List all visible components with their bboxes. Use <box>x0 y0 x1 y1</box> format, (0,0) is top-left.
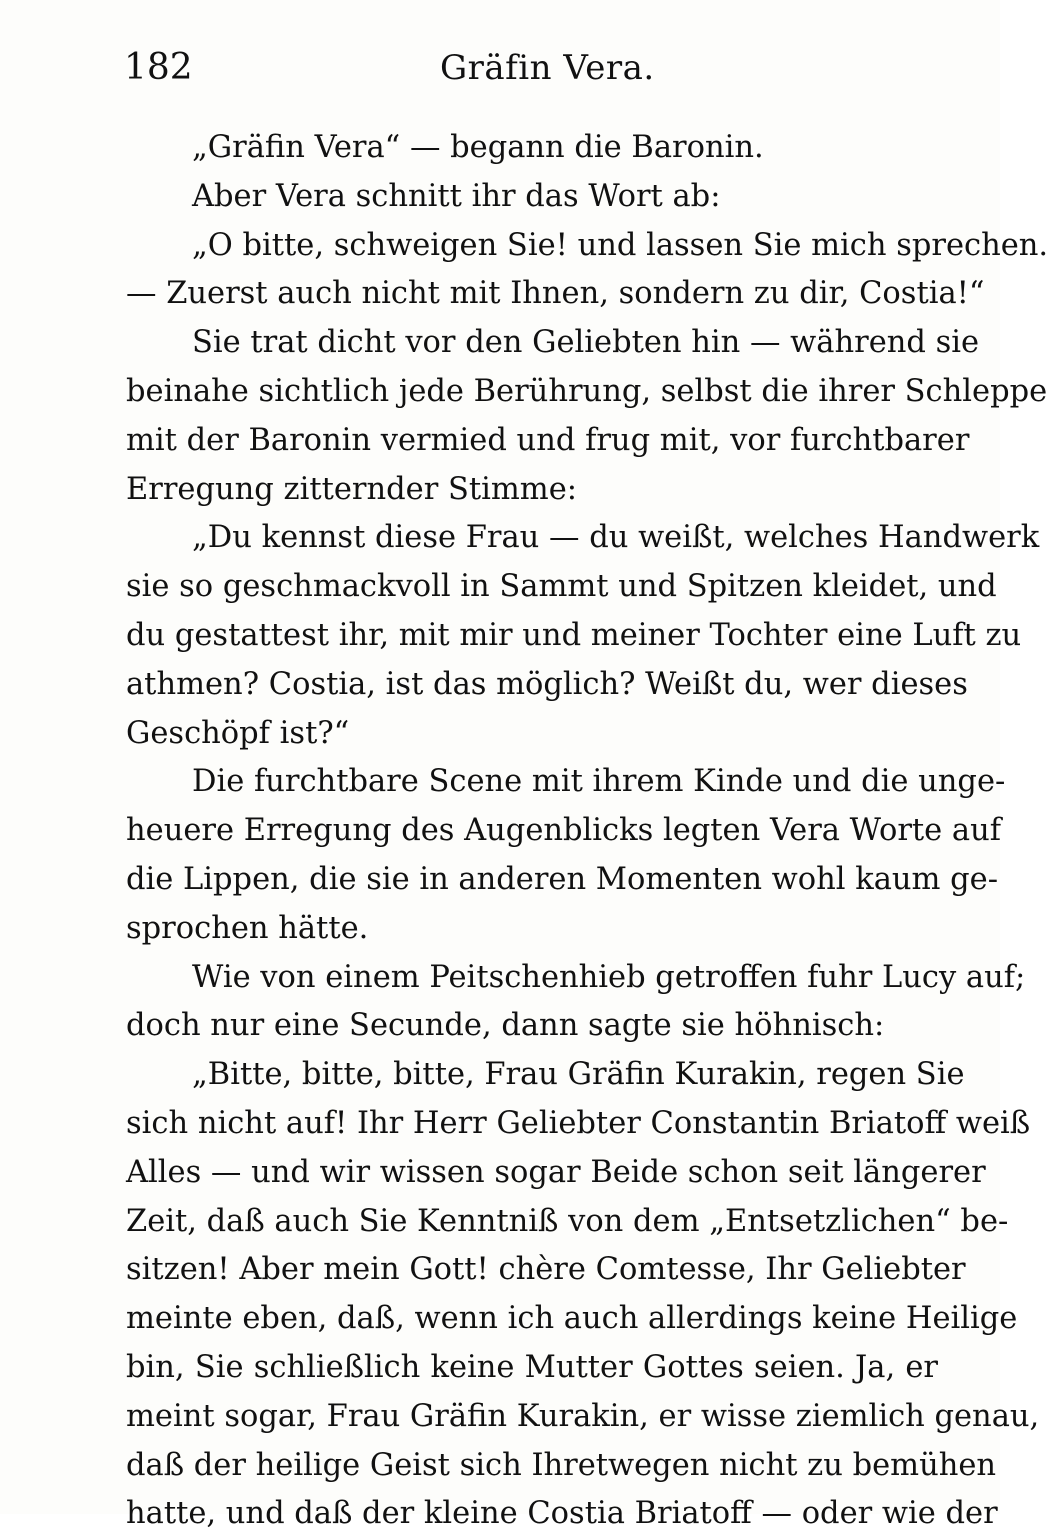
text-line: die Lippen, die sie in anderen Momenten wohl kaum ge- <box>126 861 999 897</box>
text-line: Aber Vera schnitt ihr das Wort ab: <box>192 178 721 214</box>
text-line: daß der heilige Geist sich Ihretwegen nicht zu bemühen <box>126 1447 997 1483</box>
page-number: 182 <box>124 47 193 88</box>
text-line: Alles — und wir wissen sogar Beide schon seit längerer <box>126 1154 986 1190</box>
text-line: Sie trat dicht vor den Geliebten hin — während sie <box>192 325 980 361</box>
text-line: sitzen! Aber mein Gott! chère Comtesse, Ihr Geliebter <box>126 1252 966 1288</box>
text-line: sich nicht auf! Ihr Herr Geliebter Constantin Briatoff weiß <box>126 1105 1031 1141</box>
text-line: — Zuerst auch nicht mit Ihnen, sondern zu dir, Costia!“ <box>126 276 985 312</box>
running-title: Gräfin Vera. <box>440 48 655 88</box>
text-line: bin, Sie schließlich keine Mutter Gottes seien. Ja, er <box>126 1349 938 1385</box>
text-line: „Du kennst diese Frau — du weißt, welches Handwerk <box>192 520 1040 556</box>
text-line: beinahe sichtlich jede Berührung, selbst die ihrer Schleppe <box>126 373 1048 409</box>
text-line: „Gräfin Vera“ — begann die Baronin. <box>192 130 764 165</box>
text-line: „Bitte, bitte, bitte, Frau Gräfin Kurakin, regen Sie <box>192 1057 965 1093</box>
text-line: „O bitte, schweigen Sie! und lassen Sie mich sprechen. <box>192 227 1048 263</box>
text-line: meint sogar, Frau Gräfin Kurakin, er wisse ziemlich genau, <box>126 1398 1040 1434</box>
text-line: Erregung zitternder Stimme: <box>126 471 578 507</box>
text-line: Die furchtbare Scene mit ihrem Kinde und die unge- <box>192 764 1006 800</box>
text-line: du gestattest ihr, mit mir und meiner Tochter eine Luft zu <box>126 617 1022 653</box>
text-line: mit der Baronin vermied und frug mit, vor furchtbarer <box>126 422 970 458</box>
text-line: sprochen hätte. <box>126 910 369 946</box>
text-line: Wie von einem Peitschenhieb getroffen fuhr Lucy auf; <box>192 959 1026 995</box>
text-line: Geschöpf ist?“ <box>126 715 350 751</box>
text-line: sie so geschmackvoll in Sammt und Spitzen kleidet, und <box>126 569 997 605</box>
page-header <box>124 44 940 92</box>
page-body <box>126 124 1048 1539</box>
text-line: meinte eben, daß, wenn ich auch allerdings keine Heilige <box>126 1301 1018 1337</box>
text-line: athmen? Costia, ist das möglich? Weißt du, wer dieses <box>126 666 968 702</box>
text-line: heuere Erregung des Augenblicks legten Vera Worte auf <box>126 813 1002 849</box>
text-line: doch nur eine Secunde, dann sagte sie höhnisch: <box>126 1008 885 1044</box>
text-line: hatte, und daß der kleine Costia Briatoff — oder wie der <box>126 1496 998 1532</box>
text-line: Zeit, daß auch Sie Kenntniß von dem „Entsetzlichen“ be- <box>126 1203 1009 1239</box>
